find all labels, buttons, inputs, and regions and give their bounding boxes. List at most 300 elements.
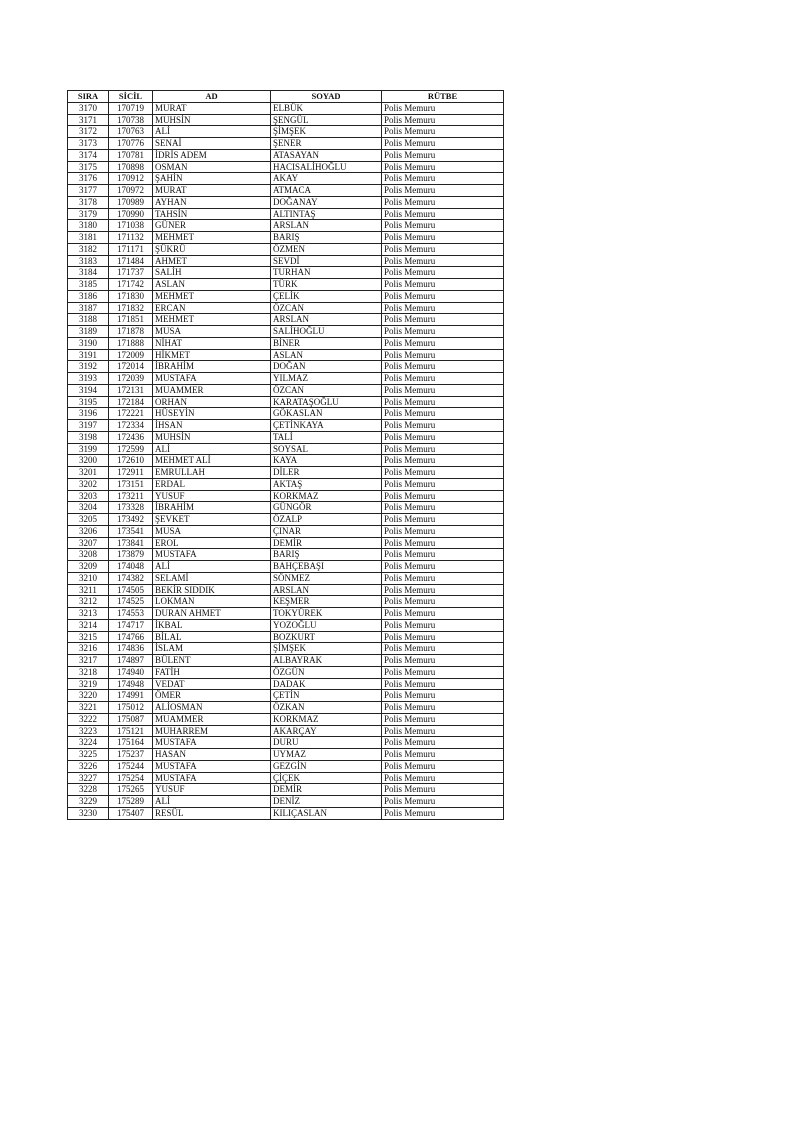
cell-rutbe: Polis Memuru [382,161,504,173]
cell-sicil: 175012 [109,702,153,714]
cell-ad: MUSTAFA [153,549,271,561]
cell-rutbe: Polis Memuru [382,572,504,584]
cell-soyad: KAYA [271,455,382,467]
table-row [68,619,504,631]
cell-sicil: 175407 [109,807,153,819]
cell-sira: 3178 [68,196,109,208]
cell-soyad: ÇETİN [271,690,382,702]
cell-sira: 3228 [68,784,109,796]
cell-sira: 3183 [68,255,109,267]
cell-ad: ALİ [153,561,271,573]
cell-sicil: 171878 [109,326,153,338]
cell-soyad: ÇİÇEK [271,772,382,784]
cell-sira: 3203 [68,490,109,502]
cell-soyad: SÖNMEZ [271,572,382,584]
cell-soyad: ÖZKAN [271,702,382,714]
cell-rutbe: Polis Memuru [382,208,504,220]
cell-soyad: HACISALİHOĞLU [271,161,382,173]
cell-ad: YUSUF [153,784,271,796]
cell-sira: 3189 [68,326,109,338]
header-soyad: SOYAD [271,91,382,103]
cell-rutbe: Polis Memuru [382,490,504,502]
cell-rutbe: Polis Memuru [382,467,504,479]
cell-soyad: ATASAYAN [271,149,382,161]
cell-rutbe: Polis Memuru [382,196,504,208]
cell-ad: İBRAHİM [153,502,271,514]
cell-rutbe: Polis Memuru [382,772,504,784]
table-row [68,126,504,138]
cell-ad: GÜNER [153,220,271,232]
cell-ad: MUSA [153,525,271,537]
cell-rutbe: Polis Memuru [382,666,504,678]
cell-soyad: ÖZCAN [271,302,382,314]
cell-sicil: 175244 [109,760,153,772]
cell-sicil: 173879 [109,549,153,561]
cell-rutbe: Polis Memuru [382,290,504,302]
cell-sira: 3170 [68,102,109,114]
table-row [68,549,504,561]
table-row [68,243,504,255]
cell-rutbe: Polis Memuru [382,807,504,819]
cell-soyad: YILMAZ [271,373,382,385]
cell-sicil: 170776 [109,138,153,150]
cell-soyad: ÇETİNKAYA [271,420,382,432]
cell-ad: YUSUF [153,490,271,502]
cell-sira: 3215 [68,631,109,643]
cell-rutbe: Polis Memuru [382,302,504,314]
cell-soyad: ARSLAN [271,314,382,326]
table-row [68,220,504,232]
cell-sicil: 174940 [109,666,153,678]
cell-sicil: 170898 [109,161,153,173]
cell-rutbe: Polis Memuru [382,561,504,573]
table-row [68,561,504,573]
cell-sira: 3200 [68,455,109,467]
cell-soyad: ÇINAR [271,525,382,537]
cell-sicil: 174948 [109,678,153,690]
cell-soyad: KORKMAZ [271,490,382,502]
cell-sicil: 170781 [109,149,153,161]
cell-sicil: 171132 [109,232,153,244]
cell-sira: 3229 [68,796,109,808]
cell-sira: 3186 [68,290,109,302]
cell-sira: 3204 [68,502,109,514]
cell-rutbe: Polis Memuru [382,349,504,361]
table-row [68,514,504,526]
cell-sicil: 173541 [109,525,153,537]
cell-ad: MUSTAFA [153,737,271,749]
cell-soyad: DEMİR [271,784,382,796]
cell-soyad: ŞİMŞEK [271,643,382,655]
cell-soyad: DADAK [271,678,382,690]
table-row [68,525,504,537]
cell-soyad: ŞİMŞEK [271,126,382,138]
table-row [68,702,504,714]
cell-sicil: 170989 [109,196,153,208]
cell-soyad: AKTAŞ [271,478,382,490]
cell-ad: ALİ [153,443,271,455]
cell-ad: ERCAN [153,302,271,314]
table-row [68,807,504,819]
cell-rutbe: Polis Memuru [382,431,504,443]
cell-sira: 3184 [68,267,109,279]
table-row [68,666,504,678]
table-row [68,572,504,584]
cell-rutbe: Polis Memuru [382,255,504,267]
cell-sira: 3187 [68,302,109,314]
cell-rutbe: Polis Memuru [382,267,504,279]
cell-ad: MUSTAFA [153,772,271,784]
cell-soyad: ÖZGÜN [271,666,382,678]
cell-sira: 3194 [68,384,109,396]
table-row [68,314,504,326]
table-row [68,608,504,620]
cell-sicil: 172131 [109,384,153,396]
cell-ad: ALİOSMAN [153,702,271,714]
cell-sicil: 172911 [109,467,153,479]
cell-ad: İBRAHİM [153,361,271,373]
cell-rutbe: Polis Memuru [382,760,504,772]
cell-ad: SENAİ [153,138,271,150]
table-row [68,279,504,291]
table-row [68,690,504,702]
cell-ad: MUHSİN [153,431,271,443]
cell-rutbe: Polis Memuru [382,408,504,420]
cell-soyad: DOĞAN [271,361,382,373]
cell-soyad: DOĞANAY [271,196,382,208]
cell-ad: ALİ [153,126,271,138]
cell-ad: İDRİS ADEM [153,149,271,161]
cell-ad: MURAT [153,185,271,197]
cell-ad: NİHAT [153,337,271,349]
table-row [68,208,504,220]
cell-rutbe: Polis Memuru [382,796,504,808]
cell-sicil: 171851 [109,314,153,326]
cell-sicil: 171888 [109,337,153,349]
cell-sira: 3212 [68,596,109,608]
cell-sicil: 171830 [109,290,153,302]
cell-rutbe: Polis Memuru [382,232,504,244]
cell-sicil: 171737 [109,267,153,279]
table-row [68,102,504,114]
cell-sicil: 170990 [109,208,153,220]
table-row [68,255,504,267]
cell-sira: 3199 [68,443,109,455]
cell-sicil: 175254 [109,772,153,784]
cell-soyad: ALTINTAŞ [271,208,382,220]
cell-rutbe: Polis Memuru [382,784,504,796]
cell-rutbe: Polis Memuru [382,173,504,185]
cell-rutbe: Polis Memuru [382,478,504,490]
cell-soyad: DURU [271,737,382,749]
cell-sira: 3218 [68,666,109,678]
cell-ad: ŞAHİN [153,173,271,185]
table-row [68,490,504,502]
header-sicil: SİCİL [109,91,153,103]
cell-sira: 3193 [68,373,109,385]
cell-soyad: KILIÇASLAN [271,807,382,819]
cell-ad: RESÜL [153,807,271,819]
cell-soyad: KORKMAZ [271,713,382,725]
cell-rutbe: Polis Memuru [382,584,504,596]
cell-ad: MURAT [153,102,271,114]
cell-ad: MEHMET [153,232,271,244]
cell-ad: OSMAN [153,161,271,173]
cell-sira: 3188 [68,314,109,326]
table-row [68,267,504,279]
cell-sicil: 172599 [109,443,153,455]
cell-sicil: 175121 [109,725,153,737]
cell-sira: 3202 [68,478,109,490]
table-row [68,643,504,655]
cell-sira: 3222 [68,713,109,725]
cell-rutbe: Polis Memuru [382,713,504,725]
cell-ad: MUSTAFA [153,760,271,772]
cell-ad: EMRULLAH [153,467,271,479]
cell-soyad: UYMAZ [271,749,382,761]
cell-sira: 3171 [68,114,109,126]
cell-ad: MUSTAFA [153,373,271,385]
table-row [68,185,504,197]
cell-soyad: BARIŞ [271,549,382,561]
cell-rutbe: Polis Memuru [382,361,504,373]
cell-soyad: GEZGİN [271,760,382,772]
table-body [68,102,504,819]
cell-rutbe: Polis Memuru [382,608,504,620]
cell-sira: 3182 [68,243,109,255]
cell-rutbe: Polis Memuru [382,373,504,385]
cell-sicil: 175265 [109,784,153,796]
cell-ad: BÜLENT [153,655,271,667]
cell-sira: 3185 [68,279,109,291]
cell-sira: 3196 [68,408,109,420]
cell-sicil: 175289 [109,796,153,808]
cell-ad: AHMET [153,255,271,267]
cell-soyad: SOYSAL [271,443,382,455]
header-rutbe: RÜTBE [382,91,504,103]
cell-soyad: ASLAN [271,349,382,361]
cell-rutbe: Polis Memuru [382,631,504,643]
cell-soyad: ŞENGÜL [271,114,382,126]
header-sira: SIRA [68,91,109,103]
cell-sira: 3175 [68,161,109,173]
table-row [68,384,504,396]
cell-sicil: 171484 [109,255,153,267]
table-row [68,772,504,784]
cell-ad: İHSAN [153,420,271,432]
table-row [68,196,504,208]
cell-rutbe: Polis Memuru [382,655,504,667]
cell-sira: 3219 [68,678,109,690]
cell-soyad: ELBÜK [271,102,382,114]
cell-ad: BEKİR SIDDIK [153,584,271,596]
cell-soyad: ATMACA [271,185,382,197]
cell-ad: ASLAN [153,279,271,291]
table-row [68,655,504,667]
cell-ad: MUHSİN [153,114,271,126]
cell-rutbe: Polis Memuru [382,678,504,690]
cell-sira: 3172 [68,126,109,138]
cell-sira: 3180 [68,220,109,232]
cell-rutbe: Polis Memuru [382,243,504,255]
cell-sira: 3206 [68,525,109,537]
cell-sicil: 171832 [109,302,153,314]
cell-rutbe: Polis Memuru [382,220,504,232]
cell-rutbe: Polis Memuru [382,514,504,526]
cell-soyad: GÖKASLAN [271,408,382,420]
cell-soyad: TOKYÜREK [271,608,382,620]
cell-rutbe: Polis Memuru [382,702,504,714]
table-row [68,232,504,244]
cell-sicil: 172610 [109,455,153,467]
cell-soyad: ARSLAN [271,584,382,596]
cell-sira: 3173 [68,138,109,150]
table-row [68,290,504,302]
cell-sira: 3191 [68,349,109,361]
table-row [68,455,504,467]
header-ad: AD [153,91,271,103]
cell-sira: 3220 [68,690,109,702]
cell-soyad: BOZKURT [271,631,382,643]
cell-ad: SALİH [153,267,271,279]
table-row [68,326,504,338]
cell-soyad: ŞENER [271,138,382,150]
cell-sira: 3205 [68,514,109,526]
cell-sicil: 173841 [109,537,153,549]
cell-sira: 3224 [68,737,109,749]
cell-soyad: GÜNGÖR [271,502,382,514]
cell-sicil: 170763 [109,126,153,138]
cell-sira: 3181 [68,232,109,244]
cell-sira: 3208 [68,549,109,561]
cell-ad: HÜSEYİN [153,408,271,420]
cell-sicil: 172184 [109,396,153,408]
cell-sira: 3207 [68,537,109,549]
cell-sira: 3176 [68,173,109,185]
cell-ad: HASAN [153,749,271,761]
cell-sira: 3214 [68,619,109,631]
cell-sicil: 175164 [109,737,153,749]
table-row [68,349,504,361]
table-row [68,337,504,349]
table-row [68,408,504,420]
cell-rutbe: Polis Memuru [382,443,504,455]
cell-sicil: 174766 [109,631,153,643]
cell-soyad: ÖZMEN [271,243,382,255]
cell-rutbe: Polis Memuru [382,126,504,138]
cell-ad: ŞEVKET [153,514,271,526]
cell-sira: 3225 [68,749,109,761]
table-row [68,138,504,150]
cell-ad: TAHSİN [153,208,271,220]
cell-sicil: 170912 [109,173,153,185]
cell-soyad: AKAY [271,173,382,185]
cell-soyad: TURHAN [271,267,382,279]
table-row [68,420,504,432]
cell-rutbe: Polis Memuru [382,384,504,396]
cell-rutbe: Polis Memuru [382,102,504,114]
cell-ad: MUHARREM [153,725,271,737]
cell-soyad: TALİ [271,431,382,443]
cell-rutbe: Polis Memuru [382,420,504,432]
cell-sira: 3209 [68,561,109,573]
cell-ad: BİLAL [153,631,271,643]
cell-sicil: 172009 [109,349,153,361]
cell-sicil: 174048 [109,561,153,573]
cell-sicil: 171038 [109,220,153,232]
cell-sira: 3201 [68,467,109,479]
cell-soyad: BİNER [271,337,382,349]
table-row [68,537,504,549]
cell-sira: 3174 [68,149,109,161]
cell-soyad: TÜRK [271,279,382,291]
cell-sicil: 174717 [109,619,153,631]
cell-soyad: DEMİR [271,537,382,549]
cell-sicil: 172334 [109,420,153,432]
cell-ad: MUSA [153,326,271,338]
cell-soyad: DİLER [271,467,382,479]
cell-ad: ERDAL [153,478,271,490]
cell-sira: 3210 [68,572,109,584]
cell-ad: ORHAN [153,396,271,408]
cell-sicil: 170738 [109,114,153,126]
table-row [68,361,504,373]
cell-rutbe: Polis Memuru [382,326,504,338]
cell-sicil: 175087 [109,713,153,725]
cell-soyad: KARATAŞOĞLU [271,396,382,408]
cell-rutbe: Polis Memuru [382,737,504,749]
cell-sira: 3211 [68,584,109,596]
table-row [68,760,504,772]
table-row [68,737,504,749]
cell-ad: ALİ [153,796,271,808]
cell-rutbe: Polis Memuru [382,114,504,126]
cell-rutbe: Polis Memuru [382,596,504,608]
cell-sira: 3223 [68,725,109,737]
cell-ad: İKBAL [153,619,271,631]
cell-sira: 3179 [68,208,109,220]
cell-ad: MEHMET [153,290,271,302]
table-row [68,443,504,455]
cell-rutbe: Polis Memuru [382,337,504,349]
cell-sicil: 172221 [109,408,153,420]
cell-rutbe: Polis Memuru [382,690,504,702]
cell-sicil: 173211 [109,490,153,502]
cell-sicil: 173328 [109,502,153,514]
cell-rutbe: Polis Memuru [382,455,504,467]
table-row [68,149,504,161]
cell-sira: 3230 [68,807,109,819]
cell-rutbe: Polis Memuru [382,138,504,150]
table-row [68,431,504,443]
table-row [68,796,504,808]
cell-sira: 3217 [68,655,109,667]
cell-rutbe: Polis Memuru [382,314,504,326]
cell-sira: 3198 [68,431,109,443]
cell-ad: MEHMET [153,314,271,326]
cell-sicil: 170719 [109,102,153,114]
cell-sira: 3227 [68,772,109,784]
cell-sira: 3195 [68,396,109,408]
cell-rutbe: Polis Memuru [382,185,504,197]
cell-rutbe: Polis Memuru [382,279,504,291]
table-row [68,596,504,608]
table-row [68,713,504,725]
table-row [68,302,504,314]
cell-soyad: SALİHOĞLU [271,326,382,338]
cell-ad: MUAMMER [153,713,271,725]
cell-rutbe: Polis Memuru [382,749,504,761]
